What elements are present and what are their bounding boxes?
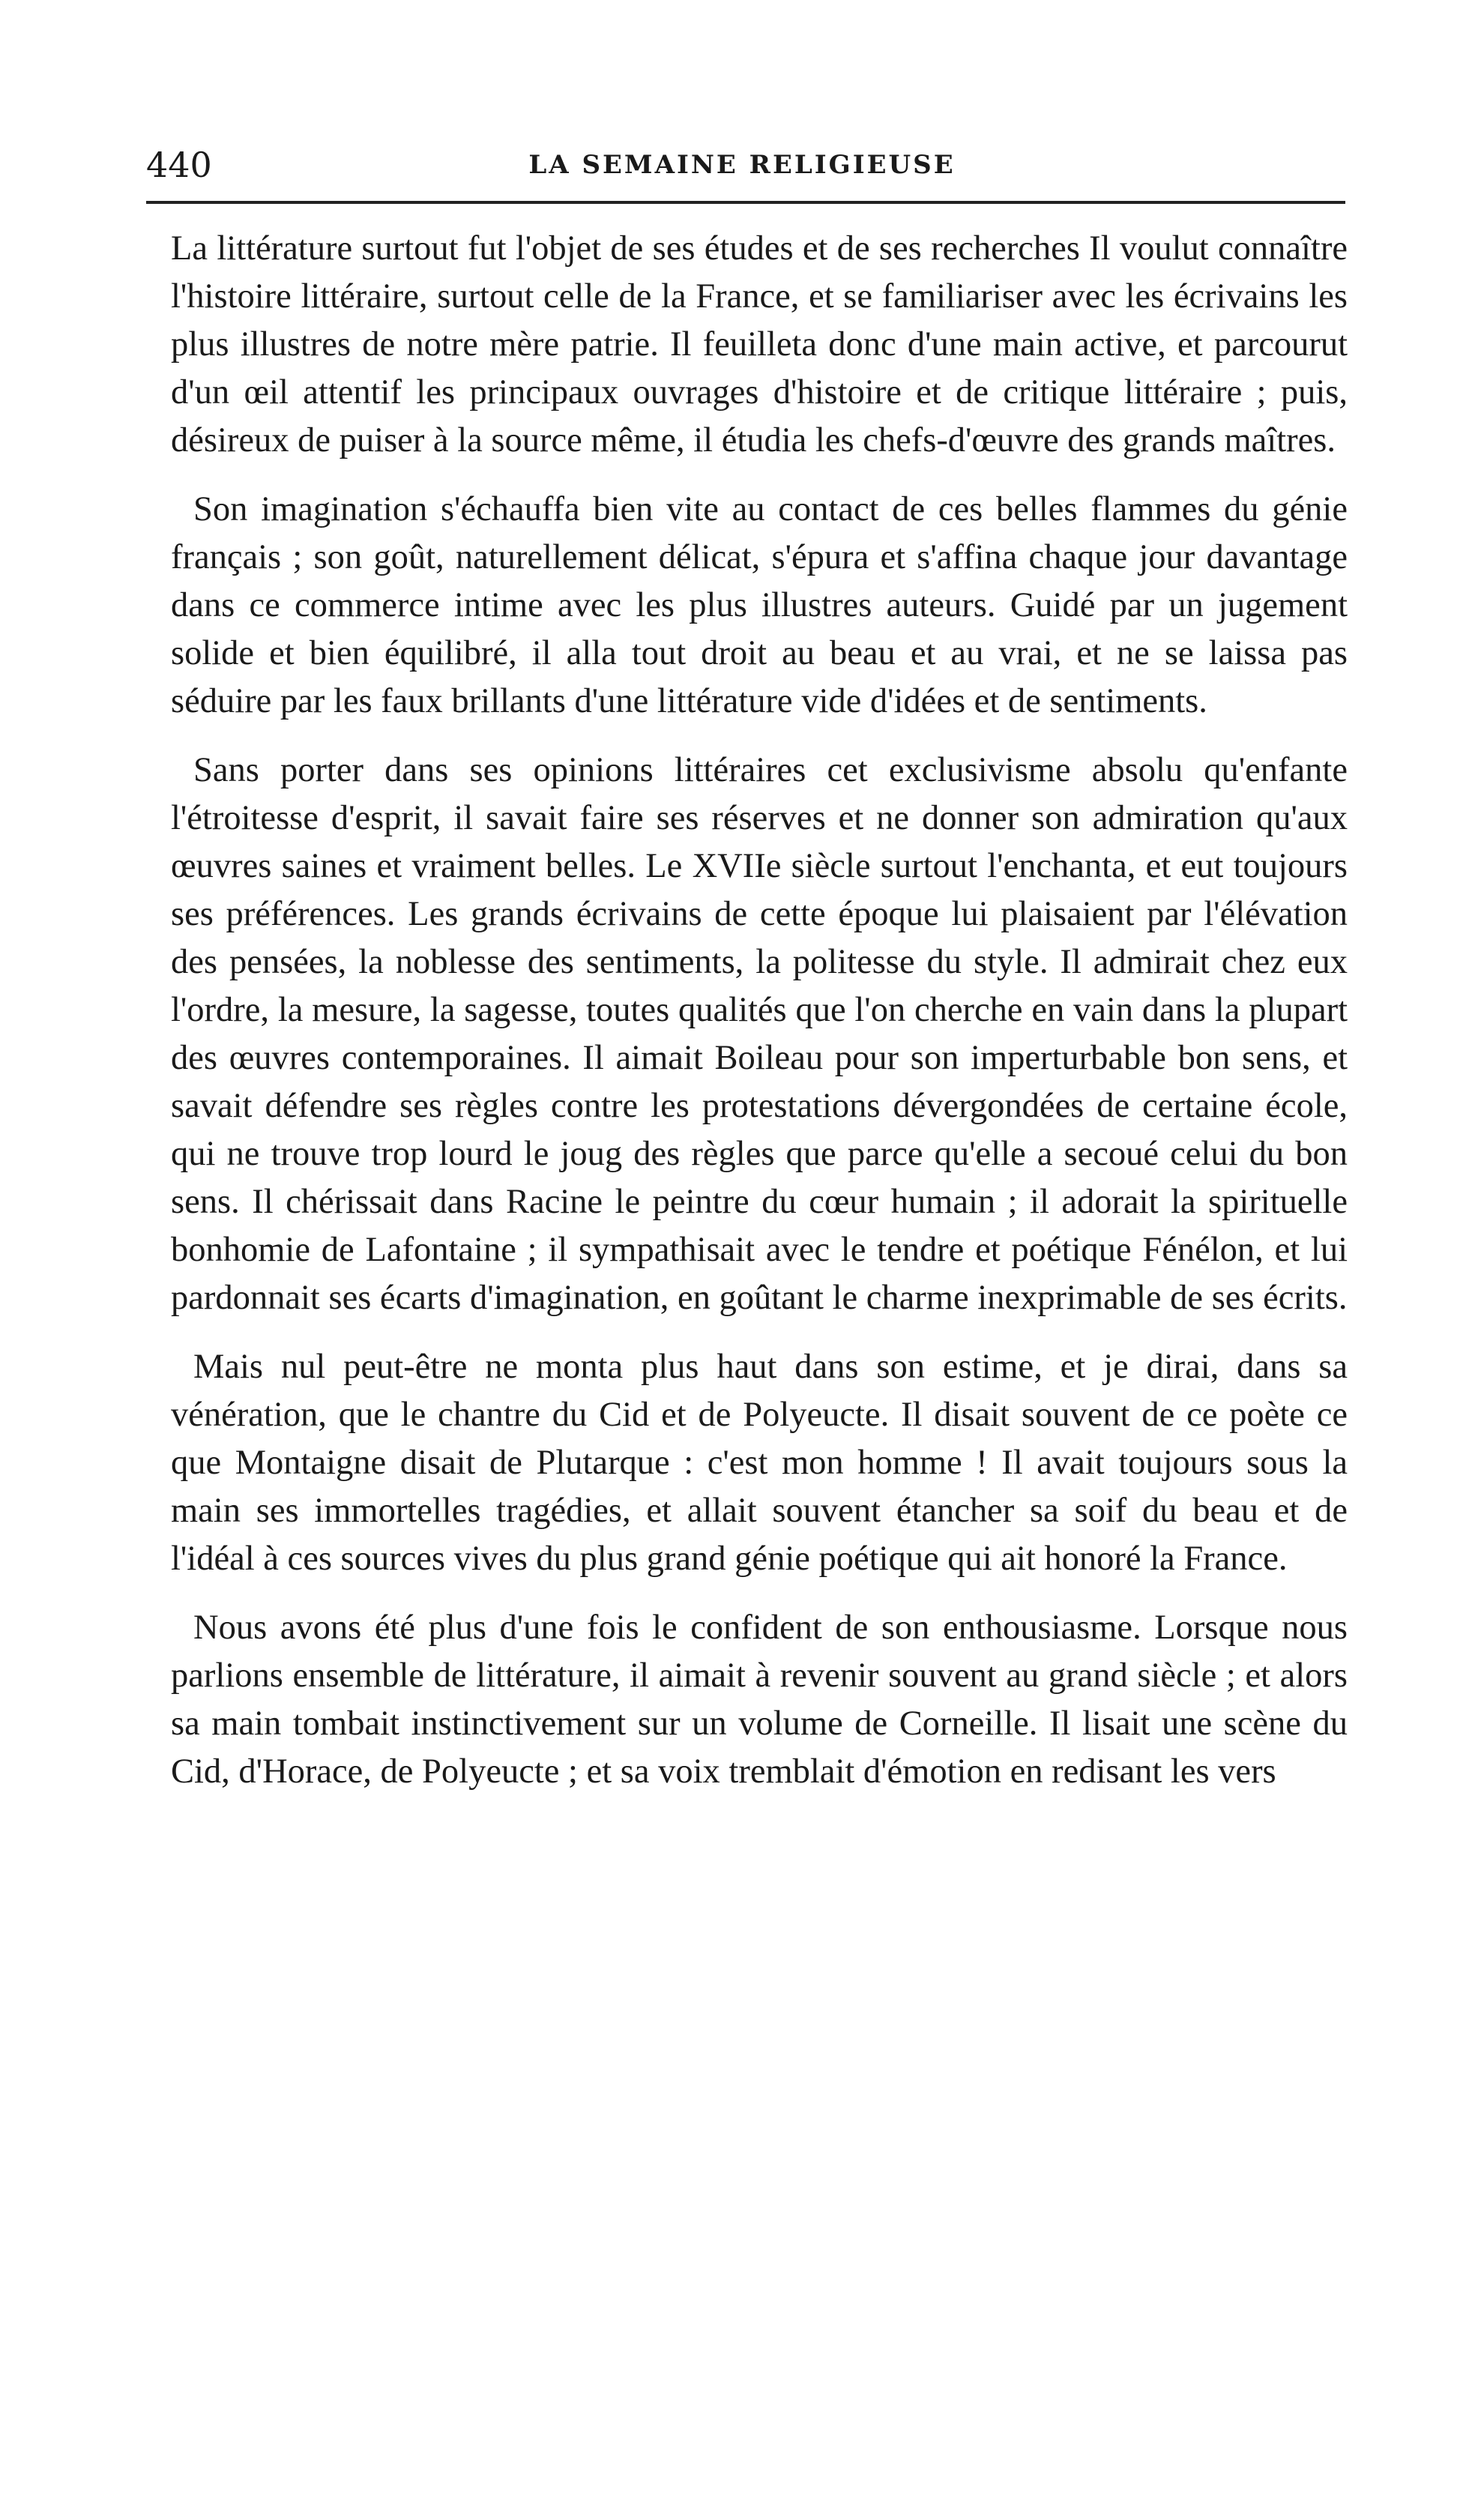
header-rule — [146, 201, 1345, 204]
page-header — [146, 139, 1338, 191]
paragraph: Mais nul peut-être ne monta plus haut dans son estime, et je dirai, dans sa vénération, que le chantre du Cid et de Polyeucte. Il disait souvent de ce poète ce que Montaigne disait de Plutarque : c'est mon homme ! Il avait toujours sous la main ses immortelles tragédies, et allait souvent étancher sa soif du beau et de l'idéal à ces sources vives du plus grand génie poétique qui ait honoré la France. — [171, 1348, 1348, 1578]
paragraph: Son imagination s'échauffa bien vite au contact de ces belles flammes du génie français ; son goût, naturellement délicat, s'épura et s'affina chaque jour davantage dans ce commerce intime avec les plus illustres auteurs. Guidé par un jugement solide et bien équilibré, il alla tout droit au beau et au vrai, et ne se laissa pas séduire par les faux brillants d'une littérature vide d'idées et de sentiments. — [171, 490, 1348, 720]
paragraph: La littérature surtout fut l'objet de ses études et de ses recherches Il voulut connaître l'histoire littéraire, surtout celle de la France, et se familiariser avec les écrivains les plus illustres de notre mère patrie. Il feuilleta donc d'une main active, et parcourut d'un œil attentif les principaux ouvrages d'histoire et de critique littéraire ; puis, désireux de puiser à la source même, il étudia les chefs-d'œuvre des grands maîtres. — [171, 229, 1348, 459]
page-number: 440 — [146, 145, 212, 185]
body-text — [171, 225, 1348, 1817]
running-title: LA SEMAINE RELIGIEUSE — [528, 150, 956, 180]
paragraph: Sans porter dans ses opinions littéraires cet exclusivisme absolu qu'enfante l'étroitesse d'esprit, il savait faire ses réserves et ne donner son admiration qu'aux œuvres saines et vraiment belles. Le XVIIe siècle surtout l'enchanta, et eut toujours ses préférences. Les grands écrivains de cette époque lui plaisaient par l'élévation des pensées, la noblesse des sentiments, la politesse du style. Il admirait chez eux l'ordre, la mesure, la sagesse, toutes qualités que l'on cherche en vain dans la plupart des œuvres contemporaines. Il aimait Boileau pour son imperturbable bon sens, et savait défendre ses règles contre les protestations dévergondées de certaine école, qui ne trouve trop lourd le joug des règles que parce qu'elle a secoué celui du bon sens. Il chérissait dans Racine le peintre du cœur humain ; il adorait la spirituelle bonhomie de Lafontaine ; il sympathisait avec le tendre et poétique Fénélon, et lui pardonnait ses écarts d'imagination, en goûtant le charme inexprimable de ses écrits. — [171, 751, 1348, 1317]
paragraph: Nous avons été plus d'une fois le confident de son enthousiasme. Lorsque nous parlions ensemble de littérature, il aimait à revenir souvent au grand siècle ; et alors sa main tombait instinctivement sur un volume de Corneille. Il lisait une scène du Cid, d'Horace, de Polyeucte ; et sa voix tremblait d'émotion en redisant les vers — [171, 1609, 1348, 1791]
